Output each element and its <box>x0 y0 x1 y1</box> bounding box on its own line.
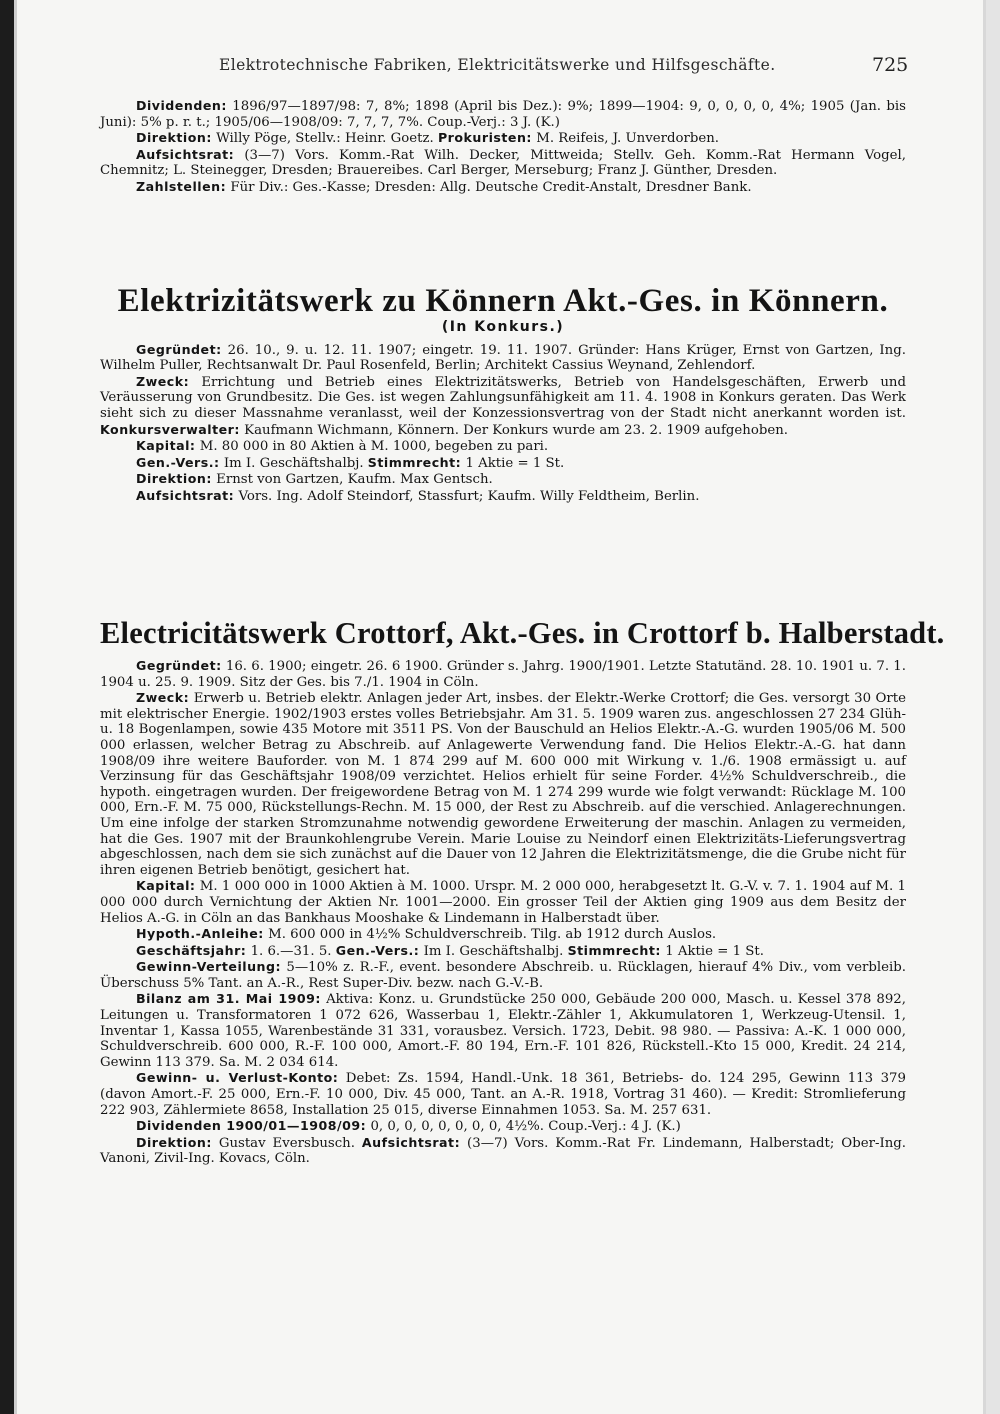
company-title: Elektrizitätswerk zu Könnern Akt.-Ges. in Könnern. <box>117 283 889 319</box>
field-label: Stimmrecht: <box>367 454 462 470</box>
field-label: Dividenden 1900/01—1908/09: <box>136 1118 367 1134</box>
field-label: Prokuristen: <box>437 130 532 146</box>
field-label: Aufsichtsrat: <box>136 146 235 162</box>
dividenden-paragraph <box>100 1118 906 1135</box>
company-entry-crottorf <box>100 614 945 1167</box>
field-text: Kaufmann Wichmann, Könnern. Der Konkurs wurde am 23. 2. 1909 aufgehoben. <box>244 422 789 438</box>
page-number: 725 <box>872 54 909 76</box>
gegruendet-paragraph <box>100 342 906 374</box>
field-text: Gustav Eversbusch. <box>218 1135 355 1151</box>
geschaeftsjahr-paragraph <box>100 943 906 960</box>
field-text: Im I. Geschäftshalbj. <box>423 943 564 959</box>
field-text: Willy Pöge, Stellv.: Heinr. Goetz. <box>216 131 434 147</box>
field-text: 1 Aktie = 1 St. <box>465 455 565 471</box>
field-label: Gen.-Vers.: <box>136 454 220 470</box>
dividenden-paragraph <box>100 98 906 130</box>
field-label: Zweck: <box>136 690 190 706</box>
gegruendet-paragraph <box>100 658 906 690</box>
field-label: Gewinn-Verteilung: <box>136 959 282 975</box>
field-label: Gegründet: <box>136 341 222 357</box>
field-label: Zahlstellen: <box>136 178 227 194</box>
hypothek-paragraph <box>100 926 906 943</box>
field-label: Stimmrecht: <box>567 942 661 958</box>
field-text: 16. 6. 1900; eingetr. 26. 6 1900. Gründer s. Jahrg. 1900/1901. Letzte Statutänd. 28. 10. 1901 u. 7. 1. 1904 u. 25. 9. 1909. Sitz der Ges. bis 7./1. 1904 in Cöln. <box>100 659 906 690</box>
field-text: 1 Aktie = 1 St. <box>665 943 764 959</box>
direktion-paragraph <box>100 130 906 147</box>
company-status: (In Konkurs.) <box>441 319 565 335</box>
field-label: Gegründet: <box>136 658 222 673</box>
field-label: Konkursverwalter: <box>100 421 240 437</box>
zahlstellen-paragraph <box>100 179 906 196</box>
field-text: (3—7) Vors. Komm.-Rat Wilh. Decker, Mittweida; Stellv. Geh. Komm.-Rat Hermann Vogel, Chemnitz; L. Steinegger, Dresden; Brauereibes. Carl Berger, Merseburg; Franz J. Günther, Dresden. <box>100 147 906 179</box>
field-text: Für Div.: Ges.-Kasse; Dresden: Allg. Deutsche Credit-Anstalt, Dresdner Bank. <box>230 179 752 195</box>
genvers-paragraph <box>100 455 906 472</box>
field-label: Zweck: <box>136 373 190 389</box>
kapital-paragraph <box>100 438 906 455</box>
gewinnverteilung-paragraph <box>100 959 906 991</box>
previous-entry-continuation <box>100 98 906 196</box>
field-text: Debet: Zs. 1594, Handl.-Unk. 18 361, Betriebs- do. 124 295, Gewinn 113 379 (davon Amort.-F. 25 000, Ern.-F. 10 000, Div. 45 000, Tant. an A.-R. 1918, Vortrag 31 460). — Kredit: Stromlieferung 222 903, Zählermiete 8658, Installation 25 015, diverse Einnahmen 1053. Sa. M. 257 631. <box>100 1071 906 1118</box>
field-text: 0, 0, 0, 0, 0, 0, 0, 0, 4½%. Coup.-Verj.: 4 J. (K.) <box>370 1119 681 1135</box>
zweck-paragraph <box>100 690 906 878</box>
field-label: Gen.-Vers.: <box>335 942 420 958</box>
field-label: Aufsichtsrat: <box>136 487 235 503</box>
field-text: 1896/97—1897/98: 7, 8%; 1898 (April bis Dez.): 9%; 1899—1904: 9, 0, 0, 0, 0, 4%; 1905 (Jan. bis Juni): 5% p. r. t.; 1905/06—1908/09: 7, 7, 7, 7%. Coup.-Verj.: 3 J. (K.) <box>100 99 907 130</box>
company-entry-koennern <box>100 282 906 505</box>
field-label: Hypoth.-Anleihe: <box>136 926 264 942</box>
direktion-paragraph <box>100 1135 906 1167</box>
field-text: M. 1 000 000 in 1000 Aktien à M. 1000. Urspr. M. 2 000 000, herabgesetzt lt. G.-V. v. 7. 1. 1904 auf M. 1 000 000 durch Vernichtung der Aktien Nr. 1001—2000. Ein grosser Teil der Aktien ging 1909 aus dem Besitz der Helios A.-G. in Cöln an das Bankhaus Mooshake & Lindemann in Halberstadt über. <box>100 879 906 926</box>
field-text: Aktiva: Konz. u. Grundstücke 250 000, Gebäude 200 000, Masch. u. Kessel 378 892, Leitungen u. Transformatoren 1 072 626, Wasserbau 1, Elektr.-Zähler 1, Akkumulatoren 1, Werkzeug-Utensil. 1, Inventar 1, Kassa 1055, Warenbestände 31 331, vorausbez. Versich. 1723, Debit. 98 980. — Passiva: A.-K. 1 000 000, Schuldverschreib. 600 000, R.-F. 100 000, Amort.-F. 80 194, Ern.-F. 101 826, Rückstell.-Kto 15 000, Kredit. 24 214, Gewinn 113 379. Sa. M. 2 034 614. <box>100 992 906 1070</box>
book-binding-edge <box>0 0 14 1414</box>
field-label: Direktion: <box>136 130 212 146</box>
field-label: Kapital: <box>136 878 196 894</box>
gewinn-verlust-paragraph <box>100 1070 906 1118</box>
bilanz-paragraph <box>100 991 906 1070</box>
field-text: Im I. Geschäftshalbj. <box>223 455 364 471</box>
aufsichtsrat-paragraph <box>100 488 906 505</box>
field-text: (3—7) Vors. Komm.-Rat Fr. Lindemann, Halberstadt; Ober-Ing. Vanoni, Zivil-Ing. Kovacs, Cöln. <box>100 1135 906 1167</box>
field-text: Erwerb u. Betrieb elektr. Anlagen jeder Art, insbes. der Elektr.-Werke Crottorf; die Ges. versorgt 30 Orte mit elektrischer Energie. 1902/1903 erstes volles Betriebsjahr. Am 31. 5. 1909 waren zus. angeschlossen 27 234 Glüh- u. 18 Bogenlampen, sowie 435 Motore mit 3511 PS. Von der Bauschuld an Helios Elektr.-A.-G. wurden 1905/06 M. 500 000 erlassen, welcher Betrag zu Abschreib. auf Anlagewerte Verwendung fand. Die Helios Elektr.-A.-G. hat dann 1908/09 ihre weitere Bauforder. von M. 1 874 299 auf M. 600 000 mit Wirkung v. 1./6. 1908 ermässigt u. auf Verzinsung für das Geschäftsjahr 1908/09 verzichtet. Helios erhielt für seine Forder. 4½% Schuldverschreib., die hypoth. eingetragen wurden. Der freigewordene Betrag von M. 1 274 299 wurde wie folgt verwandt: Rücklage M. 100 000, Ern.-F. M. 75 000, Rückstellungs-Rechn. M. 15 000, der Rest zu Abschreib. auf die verschied. Anlagerechnungen. Um eine infolge der starken Stromzunahme notwendig gewordene Erweiterung der maschin. Anlagen zu vermeiden, hat die Ges. 1907 mit der Braunkohlengrube Verein. Marie Louise zu Neindorf einen Elektrizitäts-Lieferungsvertrag abgeschlossen, nach dem sie sich zunächst auf die Dauer von 12 Jahren die Elektrizitätsmenge, die die Grube nicht für ihren eigenen Betrieb benötigt, gesichert hat. <box>100 691 906 878</box>
field-text: M. 600 000 in 4½% Schuldverschreib. Tilg. ab 1912 durch Auslos. <box>268 927 717 943</box>
kapital-paragraph <box>100 878 906 926</box>
field-label: Bilanz am 31. Mai 1909: <box>136 991 321 1007</box>
field-text: 26. 10., 9. u. 12. 11. 1907; eingetr. 19. 11. 1907. Gründer: Hans Krüger, Ernst von Gartzen, Ing. Wilhelm Puller, Rechtsanwalt Dr. Paul Rosenfeld, Berlin; Architekt Cassius Weynand, Zehlendorf. <box>100 342 906 374</box>
field-text: 5—10% z. R.-F., event. besondere Abschreib. u. Rücklagen, hierauf 4% Div., vom verbleib. Überschuss 5% Tant. an A.-R., Rest Super-Div. bezw. nach G.-V.-B. <box>100 960 906 991</box>
field-label: Direktion: <box>136 1134 212 1150</box>
company-title: Electricitätswerk Crottorf, Akt.-Ges. in Crottorf b. Halberstadt. <box>100 616 945 650</box>
field-text: 1. 6.—31. 5. <box>250 943 332 959</box>
document-page <box>14 0 986 1414</box>
field-label: Direktion: <box>136 471 212 487</box>
direktion-paragraph <box>100 471 906 488</box>
field-text: Vors. Ing. Adolf Steindorf, Stassfurt; Kaufm. Willy Feldtheim, Berlin. <box>238 488 700 504</box>
field-label: Kapital: <box>136 438 196 454</box>
field-text: Ernst von Gartzen, Kaufm. Max Gentsch. <box>216 472 493 488</box>
field-text: Errichtung und Betrieb eines Elektrizitätswerks, Betrieb von Handelsgeschäften, Erwerb und Veräusserung von Grundbesitz. Die Ges. ist wegen Zahlungsunfähigkeit am 11. 4. 1908 in Konkurs geraten. Das Werk sieht sich zu dieser Massnahme veranlasst, weil der Konzessionsvertrag von der Stadt nicht anerkannt worden ist. <box>100 374 907 421</box>
field-text: M. 80 000 in 80 Aktien à M. 1000, begeben zu pari. <box>199 439 549 455</box>
field-text: M. Reifeis, J. Unverdorben. <box>536 131 720 147</box>
running-head: Elektrotechnische Fabriken, Elektricitätswerke und Hilfsgeschäfte. <box>219 56 776 74</box>
aufsichtsrat-paragraph <box>100 147 906 179</box>
field-label: Dividenden: <box>136 98 227 113</box>
field-label: Gewinn- u. Verlust-Konto: <box>136 1070 339 1086</box>
zweck-paragraph <box>100 374 906 438</box>
field-label: Aufsichtsrat: <box>361 1134 461 1150</box>
field-label: Geschäftsjahr: <box>136 942 247 958</box>
